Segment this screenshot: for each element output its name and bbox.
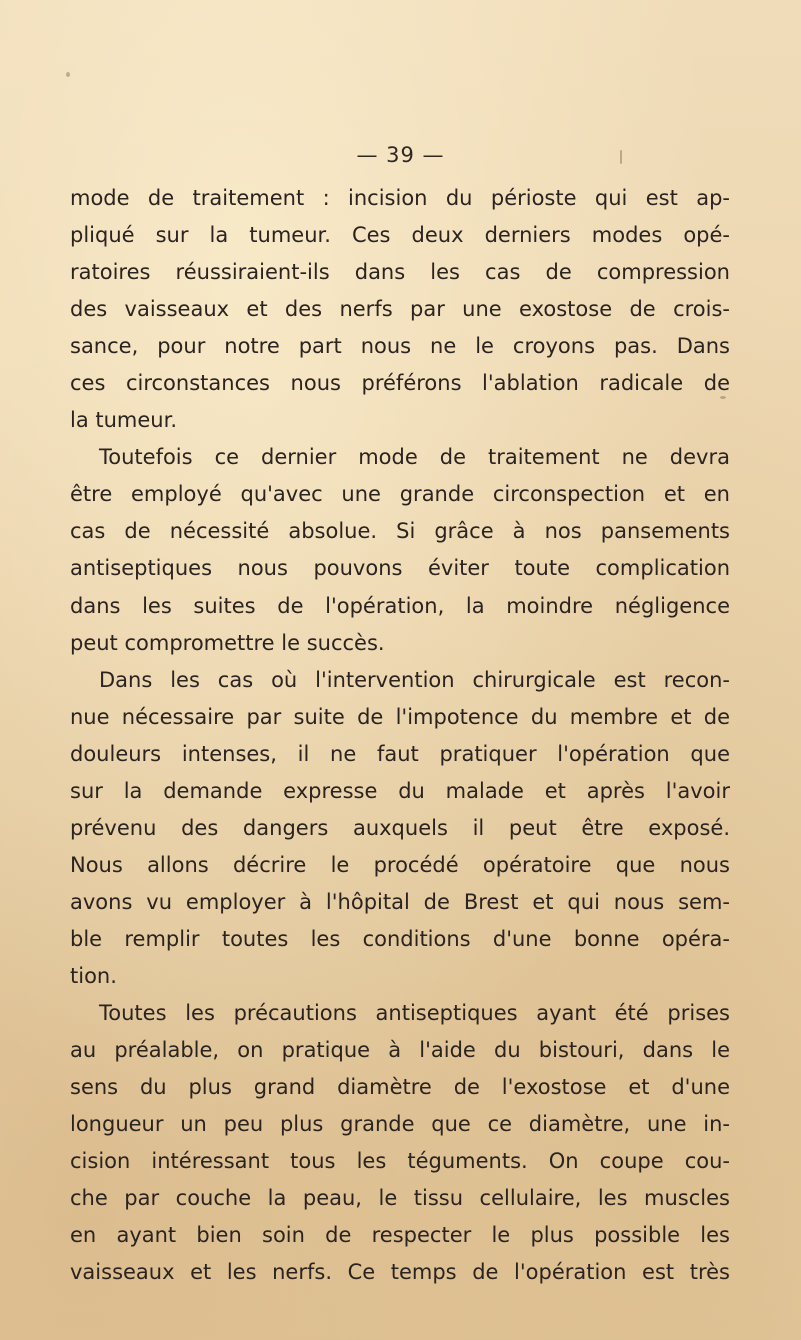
text-line: des vaisseaux et des nerfs par une exostose de crois-	[70, 297, 730, 322]
text-line: ble remplir toutes les conditions d'une bonne opéra-	[70, 926, 730, 951]
text-line: prévenu des dangers auxquels il peut être exposé.	[70, 815, 730, 840]
text-line: sens du plus grand diamètre de l'exostose et d'une	[70, 1075, 730, 1100]
text-line: en ayant bien soin de respecter le plus possible les	[70, 1223, 730, 1248]
text-line: Dans les cas où l'intervention chirurgicale est recon-	[99, 667, 730, 692]
text-line: tion.	[70, 963, 117, 988]
text-line: avons vu employer à l'hôpital de Brest et qui nous sem-	[70, 889, 730, 914]
text-line: cision intéressant tous les téguments. On coupe cou-	[70, 1149, 730, 1174]
text-line: Nous allons décrire le procédé opératoire que nous	[70, 852, 730, 877]
text-line: être employé qu'avec une grande circonspection et en	[70, 482, 730, 507]
text-line: la tumeur.	[70, 408, 177, 433]
page-number: — 39 —	[356, 143, 445, 167]
text-line: pliqué sur la tumeur. Ces deux derniers modes opé-	[70, 223, 730, 248]
text-line: vaisseaux et les nerfs. Ce temps de l'opération est très	[70, 1260, 730, 1285]
text-line: au préalable, on pratique à l'aide du bistouri, dans le	[70, 1038, 730, 1063]
text-line: che par couche la peau, le tissu cellulaire, les muscles	[70, 1186, 730, 1211]
text-line: longueur un peu plus grande que ce diamètre, une in-	[70, 1112, 730, 1137]
text-line: ces circonstances nous préférons l'ablation radicale de	[70, 371, 730, 396]
body-text	[70, 180, 730, 1291]
paper-speck	[66, 72, 70, 77]
text-line: sance, pour notre part nous ne le croyons pas. Dans	[70, 334, 730, 359]
text-line: sur la demande expresse du malade et après l'avoir	[70, 778, 730, 803]
text-line: Toutes les précautions antiseptiques ayant été prises	[99, 1001, 730, 1026]
text-line: douleurs intenses, il ne faut pratiquer l'opération que	[70, 741, 730, 766]
text-line: mode de traitement : incision du périoste qui est ap-	[70, 186, 730, 210]
text-line: Toutefois ce dernier mode de traitement ne devra	[99, 445, 730, 470]
text-line: cas de nécessité absolue. Si grâce à nos pansements	[70, 519, 730, 544]
text-line: antiseptiques nous pouvons éviter toute complication	[70, 556, 730, 581]
text-line: nue nécessaire par suite de l'impotence du membre et de	[70, 704, 730, 729]
text-line: peut compromettre le succès.	[70, 630, 385, 655]
text-line: dans les suites de l'opération, la moindre négligence	[70, 593, 730, 618]
text-line: ratoires réussiraient-ils dans les cas de compression	[70, 260, 730, 285]
